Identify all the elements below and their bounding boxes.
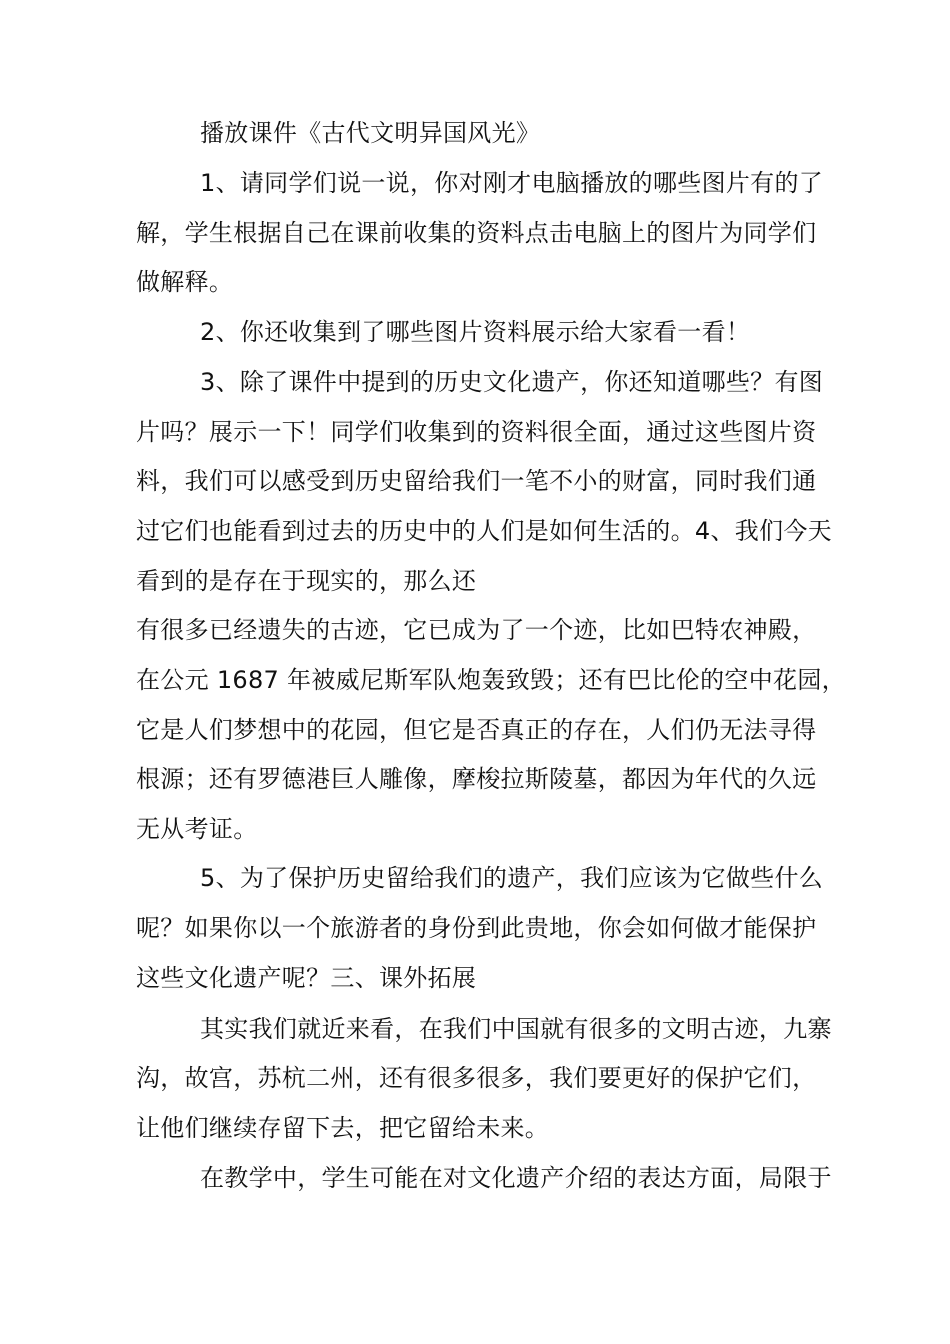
text-line: 其实我们就近来看，在我们中国就有很多的文明古迹，九寨 — [200, 1015, 832, 1043]
text-line: 让他们继续存留下去，把它留给未来。 — [136, 1114, 550, 1142]
text-line: 呢？如果你以一个旅游者的身份到此贵地，你会如何做才能保护 — [136, 914, 817, 942]
text-line: 1、请同学们说一说，你对刚才电脑播放的哪些图片有的了 — [200, 169, 824, 197]
text-line: 在教学中，学生可能在对文化遗产介绍的表达方面，局限于 — [200, 1164, 832, 1192]
text-line: 在公元 1687 年被威尼斯军队炮轰致毁；还有巴比伦的空中花园， — [136, 666, 846, 694]
text-line: 2、你还收集到了哪些图片资料展示给大家看一看！ — [200, 318, 751, 346]
text-line: 沟，故宫，苏杭二州，还有很多很多，我们要更好的保护它们， — [136, 1064, 817, 1092]
text-line: 5、为了保护历史留给我们的遗产，我们应该为它做些什么 — [200, 864, 824, 892]
text-line: 播放课件《古代文明异国风光》 — [200, 119, 541, 147]
text-line: 3、除了课件中提到的历史文化遗产，你还知道哪些？有图 — [200, 368, 824, 396]
text-line: 料，我们可以感受到历史留给我们一笔不小的财富，同时我们通 — [136, 467, 817, 495]
text-line: 这些文化遗产呢？三、课外拓展 — [136, 964, 477, 992]
text-line: 无从考证。 — [136, 815, 258, 843]
text-line: 有很多已经遗失的古迹，它已成为了一个迹，比如巴特农神殿， — [136, 616, 817, 644]
text-line: 做解释。 — [136, 268, 234, 296]
text-line: 解，学生根据自己在课前收集的资料点击电脑上的图片为同学们 — [136, 219, 817, 247]
text-line: 片吗？展示一下！同学们收集到的资料很全面，通过这些图片资 — [136, 418, 817, 446]
text-line: 过它们也能看到过去的历史中的人们是如何生活的。4、我们今天 — [136, 517, 832, 545]
text-line: 看到的是存在于现实的，那么还 — [136, 567, 477, 595]
text-line: 它是人们梦想中的花园，但它是否真正的存在，人们仍无法寻得 — [136, 716, 817, 744]
text-line: 根源；还有罗德港巨人雕像，摩梭拉斯陵墓，都因为年代的久远 — [136, 765, 817, 793]
